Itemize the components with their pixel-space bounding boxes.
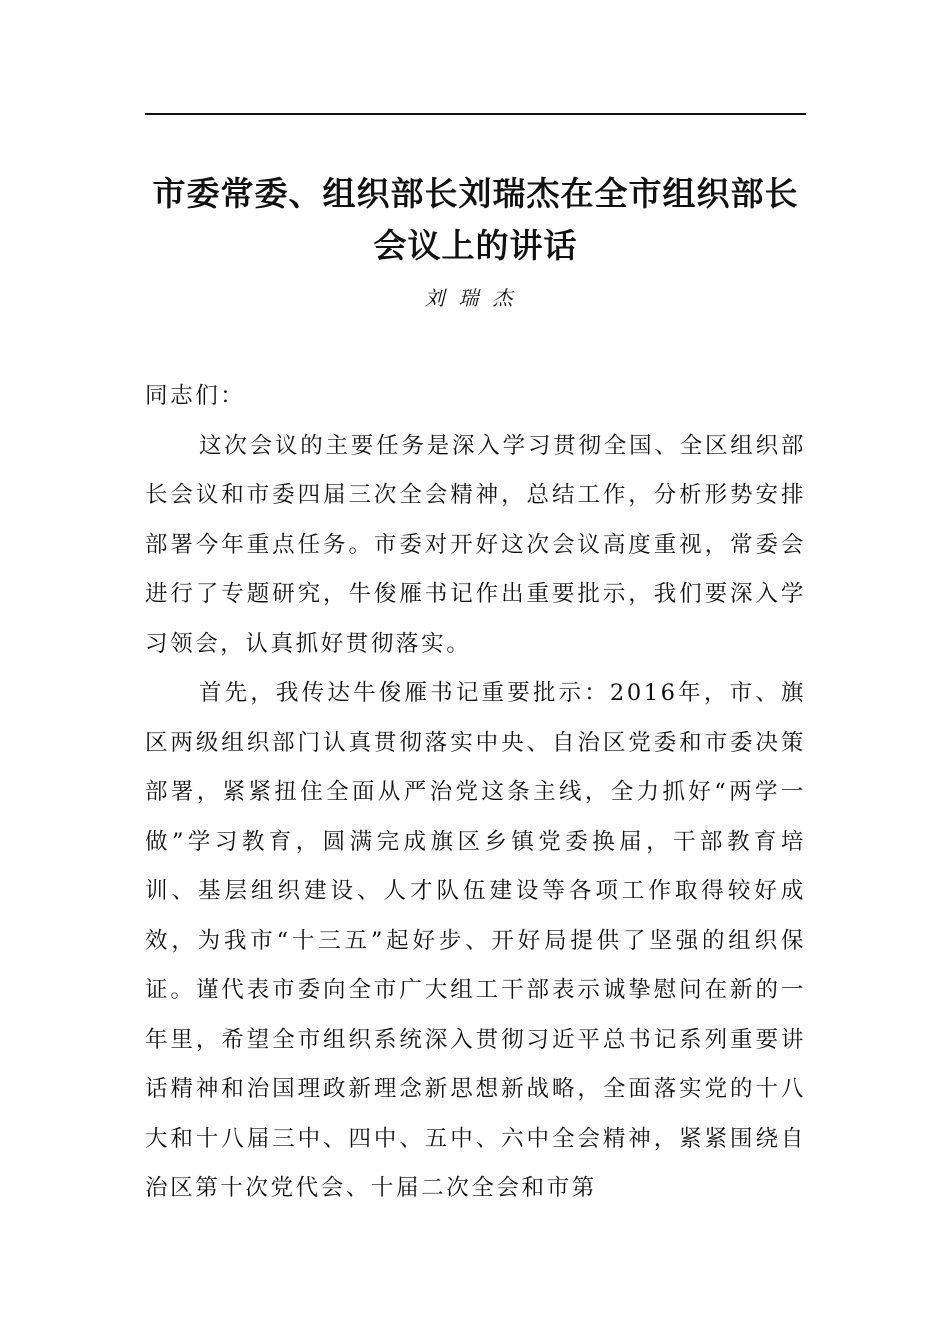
document-body: [145, 372, 806, 1214]
author-name: 刘瑞杰: [424, 286, 527, 310]
header-rule: [145, 113, 806, 115]
document-title: 市委常委、组织部长刘瑞杰在全市组织部长会议上的讲话: [152, 174, 799, 265]
paragraph: 这次会议的主要任务是深入学习贯彻全国、全区组织部长会议和市委四届三次全会精神，总结工作，分析形势安排部署今年重点任务。市委对开好这次会议高度重视，常委会进行了专题研究，牛俊雁书记作出重要批示，我们要深入学习领会，认真抓好贯彻落实。: [145, 432, 806, 657]
salutation: 同志们：: [145, 383, 246, 409]
paragraph: 首先，我传达牛俊雁书记重要批示：2016年，市、旗区两级组织部门认真贯彻落实中央、自治区党委和市委决策部署，紧紧扭住全面从严治党这条主线，全力抓好“两学一做”学习教育，圆满完成旗区乡镇党委换届，干部教育培训、基层组织建设、人才队伍建设等各项工作取得较好成效，为我市“十三五”起好步、开好局提供了坚强的组织保证。谨代表市委向全市广大组工干部表示诚挚慰问在新的一年里，希望全市组织系统深入贯彻习近平总书记系列重要讲话精神和治国理政新理念新思想新战略，全面落实党的十八大和十八届三中、四中、五中、六中全会精神，紧紧围绕自治区第十次党代会、十届二次全会和市第: [145, 680, 806, 1201]
